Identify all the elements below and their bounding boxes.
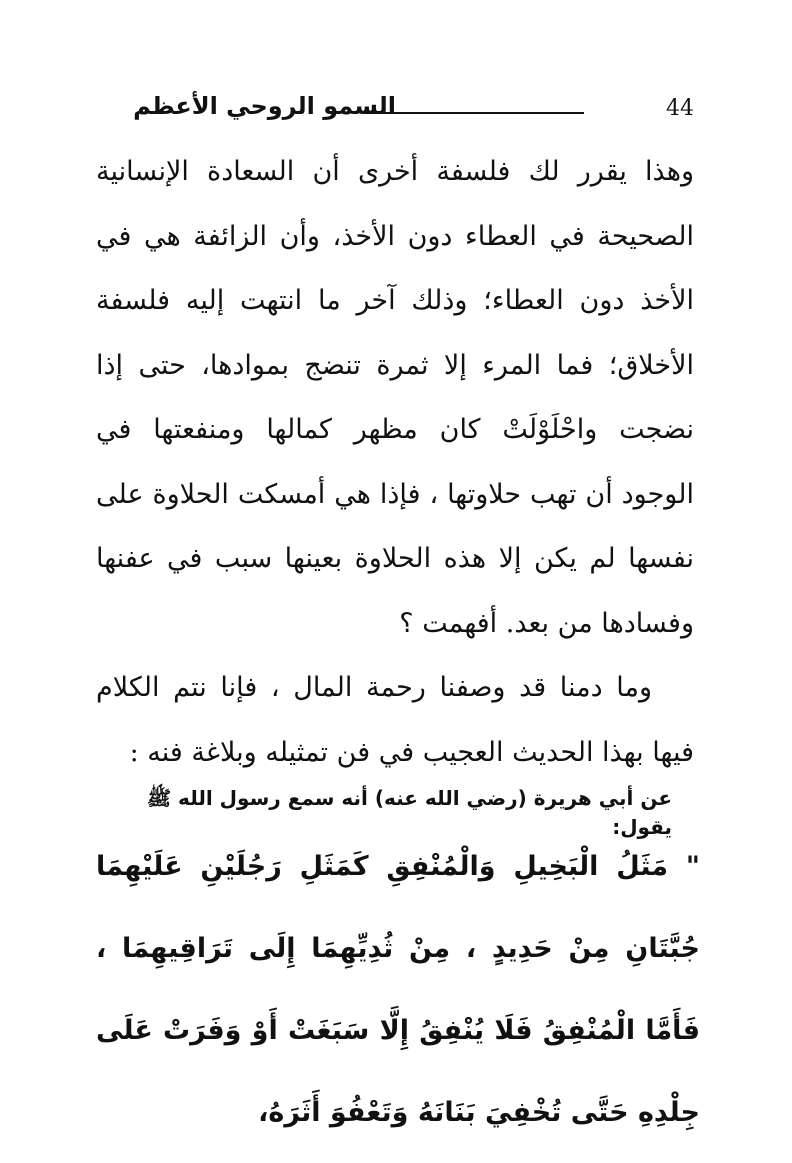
paragraph-1: وهذا يقرر لك فلسفة أخرى أن السعادة الإنسانية الصحيحة في العطاء دون الأخذ، وأن الزائفة هي في الأخذ دون العطاء؛ وذلك آخر ما انتهت إليه فلسفة الأخلاق؛ فما المرء إلا ثمرة تنضج بموادها، حتى إذا نضجت واحْلَوْلَتْ كان مظهر كمالها ومنفعتها في الوجود أن تهب حلاوتها ، فإذا هي أمسكت الحلاوة على نفسها لم يكن إلا هذه الحلاوة بعينها سبب في عفنها وفسادها من بعد. أفهمت ؟	[96, 156, 694, 639]
body-text	[96, 140, 694, 785]
page-number: 44	[666, 96, 694, 121]
header-rule	[364, 112, 584, 114]
running-title: السمو الروحي الأعظم	[133, 92, 396, 120]
hadith-narration: عن أبي هريرة (رضي الله عنه) أنه سمع رسول الله ﷺ يقول:	[146, 786, 672, 839]
hadith-text: " مَثَلُ الْبَخِيلِ وَالْمُنْفِقِ كَمَثَلِ رَجُلَيْنِ عَلَيْهِمَا جُبَّتَانِ مِنْ حَدِيدٍ ، مِنْ ثُدِيِّهِمَا إِلَى تَرَاقِيهِمَا ، فَأَمَّا الْمُنْفِقُ فَلَا يُنْفِقُ إِلَّا سَبَغَتْ أَوْ وَفَرَتْ عَلَى جِلْدِهِ حَتَّى تُخْفِيَ بَنَانَهُ وَتَعْفُوَ أَثَرَهُ،	[96, 851, 700, 1128]
page-header	[96, 88, 694, 124]
paragraph-2: وما دمنا قد وصفنا رحمة المال ، فإنا نتم الكلام فيها بهذا الحديث العجيب في فن تمثيله وبلاغة فنه :	[96, 672, 694, 768]
